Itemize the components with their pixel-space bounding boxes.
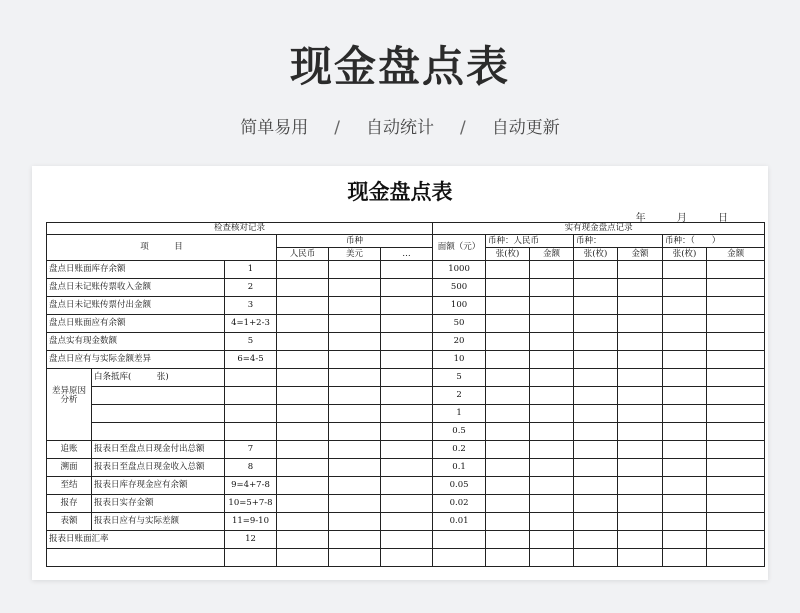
currency-cell[interactable] bbox=[329, 495, 381, 513]
count-cell[interactable] bbox=[663, 333, 707, 351]
count-cell[interactable] bbox=[707, 495, 765, 513]
currency-cell[interactable] bbox=[329, 387, 381, 405]
denomination[interactable] bbox=[433, 531, 486, 549]
currency-cell[interactable] bbox=[329, 513, 381, 531]
table-row bbox=[47, 351, 765, 369]
count-cell[interactable] bbox=[618, 315, 663, 333]
currency-col-usd: 美元 bbox=[329, 248, 381, 261]
count-cell[interactable] bbox=[486, 297, 530, 315]
spreadsheet-preview bbox=[32, 166, 768, 580]
denomination: 10 bbox=[433, 351, 486, 369]
row-formula: 1 bbox=[225, 261, 277, 279]
currency-cell[interactable] bbox=[277, 531, 329, 549]
count-cell[interactable] bbox=[574, 279, 618, 297]
currency-cell[interactable] bbox=[381, 315, 433, 333]
right-group-2: 币种： bbox=[574, 235, 663, 248]
currency-cell[interactable] bbox=[381, 369, 433, 387]
row-formula: 3 bbox=[225, 297, 277, 315]
denomination: 100 bbox=[433, 297, 486, 315]
count-cell[interactable] bbox=[486, 495, 530, 513]
row-label[interactable] bbox=[47, 549, 225, 567]
count-cell[interactable] bbox=[574, 495, 618, 513]
currency-cell[interactable] bbox=[277, 315, 329, 333]
row-formula: 5 bbox=[225, 333, 277, 351]
row-label: 报表日实存金额 bbox=[92, 495, 225, 513]
left-section-title: 检查核对记录 bbox=[47, 223, 433, 235]
count-cell[interactable] bbox=[486, 405, 530, 423]
count-cell[interactable] bbox=[486, 441, 530, 459]
currency-cell[interactable] bbox=[277, 387, 329, 405]
count-cell[interactable] bbox=[530, 513, 574, 531]
count-cell[interactable] bbox=[663, 513, 707, 531]
currency-cell[interactable] bbox=[277, 351, 329, 369]
currency-cell[interactable] bbox=[277, 477, 329, 495]
denomination: 0.05 bbox=[433, 477, 486, 495]
table-row bbox=[47, 279, 765, 297]
row-label: 盘点日应有与实际金额差异 bbox=[47, 351, 225, 369]
sub-amount-1: 金额 bbox=[530, 248, 574, 261]
diff-item-label[interactable] bbox=[92, 387, 225, 405]
count-cell[interactable] bbox=[530, 387, 574, 405]
count-cell[interactable] bbox=[618, 477, 663, 495]
count-cell[interactable] bbox=[707, 477, 765, 495]
count-cell[interactable] bbox=[663, 279, 707, 297]
row-formula: 6=4-5 bbox=[225, 351, 277, 369]
count-cell[interactable] bbox=[618, 495, 663, 513]
currency-cell[interactable] bbox=[381, 351, 433, 369]
count-cell[interactable] bbox=[574, 441, 618, 459]
currency-cell[interactable] bbox=[329, 279, 381, 297]
currency-col-more: … bbox=[381, 248, 433, 261]
currency-cell[interactable] bbox=[329, 549, 381, 567]
count-cell[interactable] bbox=[618, 531, 663, 549]
currency-cell[interactable] bbox=[277, 549, 329, 567]
recon-category: 至结 bbox=[47, 477, 92, 495]
recon-category: 溯面 bbox=[47, 459, 92, 477]
currency-cell[interactable] bbox=[277, 279, 329, 297]
count-cell[interactable] bbox=[663, 477, 707, 495]
section-header-row bbox=[47, 223, 765, 235]
table-row bbox=[47, 477, 765, 495]
sub-count-1: 张(枚) bbox=[486, 248, 530, 261]
denomination: 0.2 bbox=[433, 441, 486, 459]
table-row bbox=[47, 531, 765, 549]
count-cell[interactable] bbox=[486, 369, 530, 387]
count-cell[interactable] bbox=[707, 261, 765, 279]
right-group-rmb: 币种：人民币 bbox=[486, 235, 574, 248]
currency-cell[interactable] bbox=[329, 261, 381, 279]
row-formula bbox=[225, 405, 277, 423]
count-cell[interactable] bbox=[574, 351, 618, 369]
count-cell[interactable] bbox=[530, 261, 574, 279]
diff-label-line2: 分析 bbox=[60, 394, 78, 405]
denomination: 0.5 bbox=[433, 423, 486, 441]
count-cell[interactable] bbox=[486, 423, 530, 441]
count-cell[interactable] bbox=[486, 459, 530, 477]
row-formula bbox=[225, 423, 277, 441]
count-cell[interactable] bbox=[574, 459, 618, 477]
count-cell[interactable] bbox=[486, 351, 530, 369]
count-cell[interactable] bbox=[618, 549, 663, 567]
currency-cell[interactable] bbox=[277, 369, 329, 387]
currency-cell[interactable] bbox=[381, 459, 433, 477]
count-cell[interactable] bbox=[530, 549, 574, 567]
date-month: 月 bbox=[676, 213, 687, 224]
currency-cell[interactable] bbox=[329, 441, 381, 459]
row-label: 报表日应有与实际差额 bbox=[92, 513, 225, 531]
row-label: 盘点实有现金数额 bbox=[47, 333, 225, 351]
denomination: 50 bbox=[433, 315, 486, 333]
denomination: 0.02 bbox=[433, 495, 486, 513]
currency-cell[interactable] bbox=[277, 441, 329, 459]
count-cell[interactable] bbox=[486, 549, 530, 567]
currency-cell[interactable] bbox=[381, 549, 433, 567]
currency-cell[interactable] bbox=[381, 261, 433, 279]
count-cell[interactable] bbox=[618, 441, 663, 459]
feature-auto-update: 自动更新 bbox=[491, 118, 560, 138]
row-label: 盘点日账面库存余额 bbox=[47, 261, 225, 279]
row-formula: 11=9-10 bbox=[225, 513, 277, 531]
count-cell[interactable] bbox=[618, 513, 663, 531]
count-cell[interactable] bbox=[663, 549, 707, 567]
currency-cell[interactable] bbox=[381, 531, 433, 549]
right-group-3: 币种：（ ） bbox=[663, 235, 765, 248]
currency-cell[interactable] bbox=[277, 495, 329, 513]
count-cell[interactable] bbox=[663, 387, 707, 405]
count-cell[interactable] bbox=[618, 369, 663, 387]
diff-label-line1: 差异原因 bbox=[51, 386, 86, 396]
row-formula: 12 bbox=[225, 531, 277, 549]
denomination-header: 面额（元） bbox=[433, 235, 486, 261]
count-cell[interactable] bbox=[486, 387, 530, 405]
count-cell[interactable] bbox=[618, 351, 663, 369]
currency-cell[interactable] bbox=[277, 333, 329, 351]
count-cell[interactable] bbox=[530, 477, 574, 495]
table-row bbox=[47, 315, 765, 333]
currency-cell[interactable] bbox=[277, 513, 329, 531]
count-cell[interactable] bbox=[486, 513, 530, 531]
row-label: 报表日库存现金应有余额 bbox=[92, 477, 225, 495]
count-cell[interactable] bbox=[618, 387, 663, 405]
count-cell[interactable] bbox=[663, 441, 707, 459]
denomination: 2 bbox=[433, 387, 486, 405]
count-cell[interactable] bbox=[618, 405, 663, 423]
currency-cell[interactable] bbox=[381, 423, 433, 441]
count-cell[interactable] bbox=[574, 423, 618, 441]
page-title: 现金盘点表 bbox=[289, 42, 510, 91]
row-formula: 8 bbox=[225, 459, 277, 477]
currency-cell[interactable] bbox=[381, 387, 433, 405]
count-cell[interactable] bbox=[663, 531, 707, 549]
diff-item-label[interactable] bbox=[92, 405, 225, 423]
currency-cell[interactable] bbox=[329, 405, 381, 423]
row-formula bbox=[225, 369, 277, 387]
count-cell[interactable] bbox=[663, 495, 707, 513]
row-label: 报表日账面汇率 bbox=[47, 531, 225, 549]
currency-cell[interactable] bbox=[381, 495, 433, 513]
row-formula bbox=[225, 387, 277, 405]
count-cell[interactable] bbox=[486, 279, 530, 297]
sub-amount-3: 金额 bbox=[707, 248, 765, 261]
currency-cell[interactable] bbox=[381, 279, 433, 297]
count-cell[interactable] bbox=[530, 369, 574, 387]
count-cell[interactable] bbox=[574, 549, 618, 567]
count-cell[interactable] bbox=[574, 387, 618, 405]
count-cell[interactable] bbox=[663, 423, 707, 441]
currency-cell[interactable] bbox=[329, 531, 381, 549]
separator: / bbox=[460, 118, 466, 138]
currency-cell[interactable] bbox=[381, 405, 433, 423]
sub-amount-2: 金额 bbox=[618, 248, 663, 261]
feature-auto-stat: 自动统计 bbox=[366, 118, 434, 138]
count-cell[interactable] bbox=[618, 279, 663, 297]
currency-cell[interactable] bbox=[329, 297, 381, 315]
currency-cell[interactable] bbox=[381, 297, 433, 315]
currency-cell[interactable] bbox=[381, 333, 433, 351]
row-formula: 9=4+7-8 bbox=[225, 477, 277, 495]
count-cell[interactable] bbox=[707, 279, 765, 297]
count-cell[interactable] bbox=[707, 369, 765, 387]
row-formula: 7 bbox=[225, 441, 277, 459]
count-cell[interactable] bbox=[707, 351, 765, 369]
diff-item-label: 白条抵库( 张) bbox=[92, 369, 225, 387]
denomination: 0.01 bbox=[433, 513, 486, 531]
table-row bbox=[47, 261, 765, 279]
table-row bbox=[47, 405, 765, 423]
recon-category: 表额 bbox=[47, 513, 92, 531]
row-label: 盘点日未记账传票收入金额 bbox=[47, 279, 225, 297]
currency-cell[interactable] bbox=[329, 333, 381, 351]
count-cell[interactable] bbox=[574, 369, 618, 387]
count-cell[interactable] bbox=[574, 477, 618, 495]
diff-item-label[interactable] bbox=[92, 423, 225, 441]
date-year: 年 bbox=[635, 213, 646, 224]
denomination: 500 bbox=[433, 279, 486, 297]
sub-count-2: 张(枚) bbox=[574, 248, 618, 261]
count-cell[interactable] bbox=[530, 423, 574, 441]
right-section-title: 实有现金盘点记录 bbox=[433, 223, 765, 235]
count-cell[interactable] bbox=[618, 459, 663, 477]
currency-cell[interactable] bbox=[381, 477, 433, 495]
currency-header: 币种 bbox=[277, 235, 433, 248]
item-header: 项 目 bbox=[47, 235, 277, 261]
feature-easy: 简单易用 bbox=[240, 118, 309, 138]
sub-count-3: 张(枚) bbox=[663, 248, 707, 261]
separator: / bbox=[334, 118, 340, 138]
sheet-title: 现金盘点表 bbox=[347, 180, 453, 204]
table-row bbox=[47, 333, 765, 351]
count-cell[interactable] bbox=[618, 423, 663, 441]
cash-count-table bbox=[46, 222, 765, 567]
currency-cell[interactable] bbox=[277, 261, 329, 279]
row-formula: 2 bbox=[225, 279, 277, 297]
currency-cell[interactable] bbox=[329, 459, 381, 477]
count-cell[interactable] bbox=[530, 315, 574, 333]
row-label: 报表日至盘点日现金收入总额 bbox=[92, 459, 225, 477]
table-row bbox=[47, 495, 765, 513]
row-formula: 4=1+2-3 bbox=[225, 315, 277, 333]
count-cell[interactable] bbox=[530, 531, 574, 549]
diff-reason-label bbox=[47, 369, 92, 441]
count-cell[interactable] bbox=[574, 405, 618, 423]
table-row bbox=[47, 459, 765, 477]
count-cell[interactable] bbox=[574, 297, 618, 315]
table-row bbox=[47, 513, 765, 531]
count-cell[interactable] bbox=[530, 405, 574, 423]
currency-col-rmb: 人民币 bbox=[277, 248, 329, 261]
count-cell[interactable] bbox=[618, 297, 663, 315]
count-cell[interactable] bbox=[530, 495, 574, 513]
currency-cell[interactable] bbox=[329, 315, 381, 333]
count-cell[interactable] bbox=[486, 531, 530, 549]
count-cell[interactable] bbox=[707, 333, 765, 351]
denomination: 1000 bbox=[433, 261, 486, 279]
table-row bbox=[47, 549, 765, 567]
count-cell[interactable] bbox=[707, 459, 765, 477]
currency-cell[interactable] bbox=[329, 423, 381, 441]
count-cell[interactable] bbox=[530, 459, 574, 477]
count-cell[interactable] bbox=[574, 315, 618, 333]
currency-cell[interactable] bbox=[381, 513, 433, 531]
count-cell[interactable] bbox=[707, 423, 765, 441]
count-cell[interactable] bbox=[530, 333, 574, 351]
count-cell[interactable] bbox=[707, 297, 765, 315]
currency-cell[interactable] bbox=[277, 423, 329, 441]
currency-cell[interactable] bbox=[277, 405, 329, 423]
count-cell[interactable] bbox=[486, 315, 530, 333]
row-label: 盘点日未记账传票付出金额 bbox=[47, 297, 225, 315]
count-cell[interactable] bbox=[574, 531, 618, 549]
count-cell[interactable] bbox=[618, 261, 663, 279]
count-cell[interactable] bbox=[486, 477, 530, 495]
denomination: 0.1 bbox=[433, 459, 486, 477]
row-formula: 10=5+7-8 bbox=[225, 495, 277, 513]
count-cell[interactable] bbox=[663, 351, 707, 369]
count-cell[interactable] bbox=[574, 333, 618, 351]
count-cell[interactable] bbox=[486, 333, 530, 351]
table-row bbox=[47, 297, 765, 315]
count-cell[interactable] bbox=[530, 441, 574, 459]
count-cell[interactable] bbox=[574, 513, 618, 531]
count-cell[interactable] bbox=[663, 315, 707, 333]
recon-category: 追账 bbox=[47, 441, 92, 459]
currency-cell[interactable] bbox=[381, 441, 433, 459]
table-row bbox=[47, 423, 765, 441]
count-cell[interactable] bbox=[707, 531, 765, 549]
count-cell[interactable] bbox=[663, 369, 707, 387]
count-cell[interactable] bbox=[707, 315, 765, 333]
currency-cell[interactable] bbox=[277, 297, 329, 315]
row-label: 盘点日账面应有余额 bbox=[47, 315, 225, 333]
count-cell[interactable] bbox=[574, 261, 618, 279]
denomination: 5 bbox=[433, 369, 486, 387]
count-cell[interactable] bbox=[663, 459, 707, 477]
currency-cell[interactable] bbox=[277, 459, 329, 477]
count-cell[interactable] bbox=[618, 333, 663, 351]
count-cell[interactable] bbox=[486, 261, 530, 279]
denomination: 1 bbox=[433, 405, 486, 423]
count-cell[interactable] bbox=[707, 387, 765, 405]
currency-cell[interactable] bbox=[329, 477, 381, 495]
count-cell[interactable] bbox=[530, 351, 574, 369]
count-cell[interactable] bbox=[663, 261, 707, 279]
count-cell[interactable] bbox=[663, 297, 707, 315]
row-label: 报表日至盘点日现金付出总额 bbox=[92, 441, 225, 459]
count-cell[interactable] bbox=[530, 297, 574, 315]
denomination: 20 bbox=[433, 333, 486, 351]
count-cell[interactable] bbox=[707, 441, 765, 459]
count-cell[interactable] bbox=[530, 279, 574, 297]
count-cell[interactable] bbox=[663, 405, 707, 423]
table-row bbox=[47, 387, 765, 405]
currency-cell[interactable] bbox=[329, 369, 381, 387]
denomination[interactable] bbox=[433, 549, 486, 567]
date-day: 日 bbox=[718, 213, 728, 224]
count-cell[interactable] bbox=[707, 549, 765, 567]
feature-tagline bbox=[0, 113, 800, 138]
count-cell[interactable] bbox=[707, 513, 765, 531]
row-formula[interactable] bbox=[225, 549, 277, 567]
currency-cell[interactable] bbox=[329, 351, 381, 369]
table-row bbox=[47, 369, 765, 387]
count-cell[interactable] bbox=[707, 405, 765, 423]
recon-category: 报存 bbox=[47, 495, 92, 513]
table-row bbox=[47, 441, 765, 459]
header-row-1 bbox=[47, 235, 765, 248]
